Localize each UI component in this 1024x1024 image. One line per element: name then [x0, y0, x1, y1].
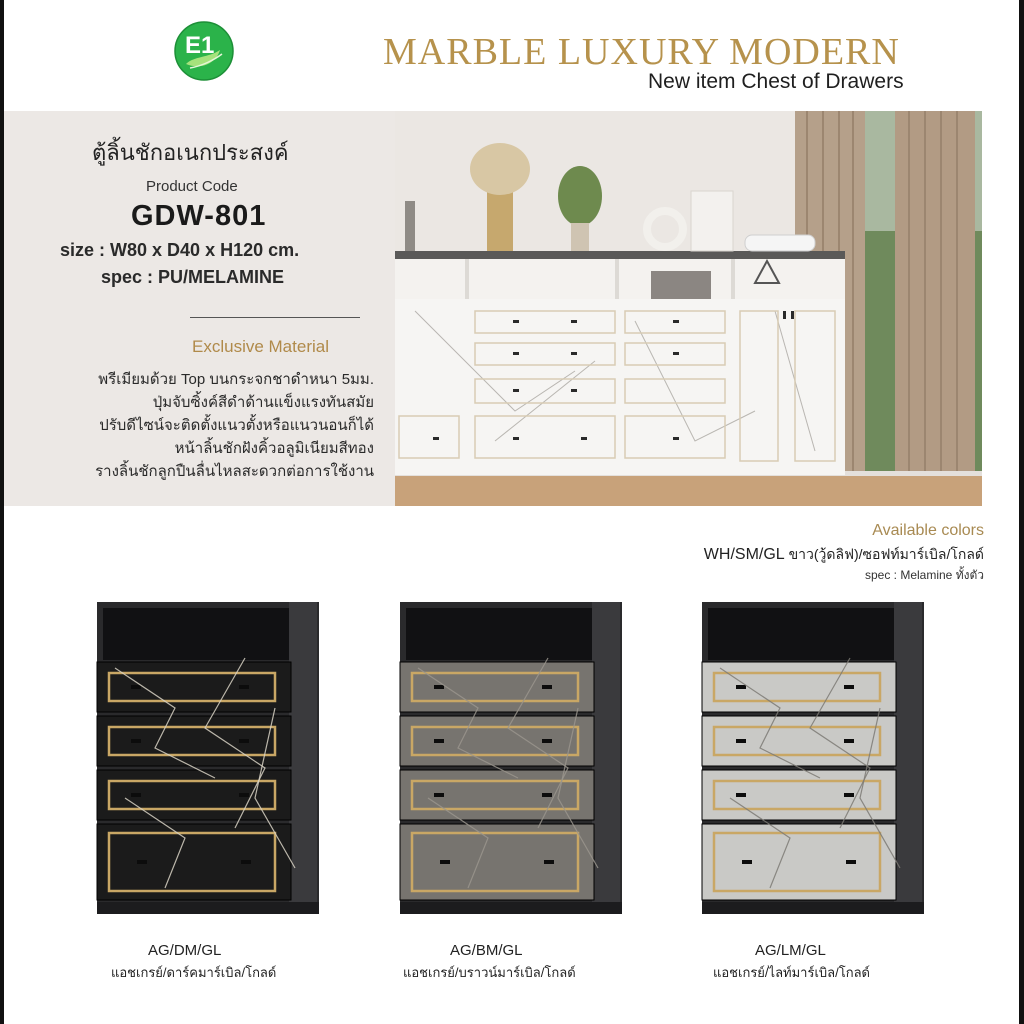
wh-color-code: WH/SM/GL — [703, 546, 785, 563]
drawer-handle — [239, 739, 249, 743]
product-code-label: Product Code — [146, 178, 238, 195]
cabinet-plinth — [702, 902, 924, 914]
product-code-value: GDW-801 — [131, 200, 267, 232]
drawer-handle — [544, 860, 554, 864]
drawer-front — [702, 662, 896, 712]
logo-text: E1 — [185, 32, 215, 59]
drawer-handle — [736, 685, 746, 689]
product-image-light-marble — [700, 598, 926, 918]
drawer-front — [400, 716, 594, 766]
feature-description — [95, 368, 374, 483]
open-shelf — [406, 608, 592, 660]
product-code-caption: AG/LM/GL — [755, 942, 826, 959]
wh-color-line — [704, 544, 984, 566]
drawer-front — [400, 662, 594, 712]
product-image-dark-marble — [95, 598, 321, 918]
drawer-front — [702, 770, 896, 820]
product-code-caption: AG/DM/GL — [148, 942, 222, 959]
e1-logo-icon — [172, 20, 236, 82]
drawer-handle — [742, 860, 752, 864]
drawer-front — [97, 662, 291, 712]
drawer-front — [97, 824, 291, 900]
product-thai-title: ตู้ลิ้นชักอเนกประสงค์ — [92, 140, 289, 165]
cabinet-plinth — [97, 902, 319, 914]
room-scene-image — [395, 111, 982, 506]
feature-line: ปุ่มจับซิ้งค์สีดำด้านแข็งแรงทันสมัย — [152, 394, 374, 411]
melamine-spec: spec : Melamine ทั้งตัว — [864, 568, 984, 582]
product-spec: spec : PU/MELAMINE — [101, 267, 285, 287]
open-shelf — [708, 608, 894, 660]
product-thai-caption: แอชเกรย์/ดาร์คมาร์เบิล/โกลด์ — [111, 965, 277, 980]
drawer-handle — [434, 793, 444, 797]
drawer-handle — [131, 685, 141, 689]
drawer-handle — [846, 860, 856, 864]
feature-line: รางลิ้นชักลูกปืนลื่นไหลสะดวกต่อการใช้งาน — [95, 463, 374, 480]
wh-color-thai: ขาว(วู้ดลิฟ)/ซอฟท์มาร์เบิล/โกลด์ — [788, 546, 984, 562]
product-code-caption: AG/BM/GL — [450, 942, 523, 959]
drawer-handle — [239, 685, 249, 689]
drawer-handle — [434, 739, 444, 743]
drawer-handle — [131, 739, 141, 743]
drawer-handle — [844, 685, 854, 689]
drawer-handle — [440, 860, 450, 864]
headline-subtitle: New item Chest of Drawers — [648, 70, 904, 93]
drawer-handle — [241, 860, 251, 864]
cabinet-side — [894, 602, 922, 914]
drawer-front — [400, 824, 594, 900]
product-size: size : W80 x D40 x H120 cm. — [60, 240, 300, 260]
info-divider — [190, 317, 360, 318]
drawer-front — [97, 770, 291, 820]
cabinet-plinth — [400, 902, 622, 914]
drawer-handle — [542, 685, 552, 689]
drawer-handle — [239, 793, 249, 797]
cabinet-side — [289, 602, 317, 914]
available-colors-label: Available colors — [872, 522, 984, 539]
photo-right-gap — [982, 111, 1019, 506]
open-shelf — [103, 608, 289, 660]
drawer-handle — [736, 793, 746, 797]
drawer-front — [702, 716, 896, 766]
drawer-front — [97, 716, 291, 766]
feature-line: หน้าลิ้นชักฝังคิ้วอลูมิเนียมสีทอง — [174, 440, 374, 457]
drawer-handle — [137, 860, 147, 864]
drawer-handle — [844, 793, 854, 797]
product-thai-caption: แอชเกรย์/บราวน์มาร์เบิล/โกลด์ — [403, 965, 576, 980]
drawer-front — [702, 824, 896, 900]
cabinet-side — [592, 602, 620, 914]
headline-title: MARBLE LUXURY MODERN — [383, 31, 900, 73]
drawer-front — [400, 770, 594, 820]
drawer-handle — [131, 793, 141, 797]
feature-line: ปรับดีไซน์จะติดตั้งแนวตั้งหรือแนวนอนก็ได้ — [99, 417, 374, 434]
product-image-brown-marble — [398, 598, 624, 918]
drawer-handle — [542, 793, 552, 797]
frame-right-border — [1019, 0, 1024, 1024]
drawer-handle — [542, 739, 552, 743]
exclusive-material-label: Exclusive Material — [192, 337, 329, 356]
feature-line: พรีเมียมด้วย Top บนกระจกชาดำหนา 5มม. — [98, 371, 374, 388]
drawer-handle — [844, 739, 854, 743]
product-thai-caption: แอชเกรย์/ไลท์มาร์เบิล/โกลด์ — [713, 965, 870, 980]
drawer-handle — [736, 739, 746, 743]
drawer-handle — [434, 685, 444, 689]
